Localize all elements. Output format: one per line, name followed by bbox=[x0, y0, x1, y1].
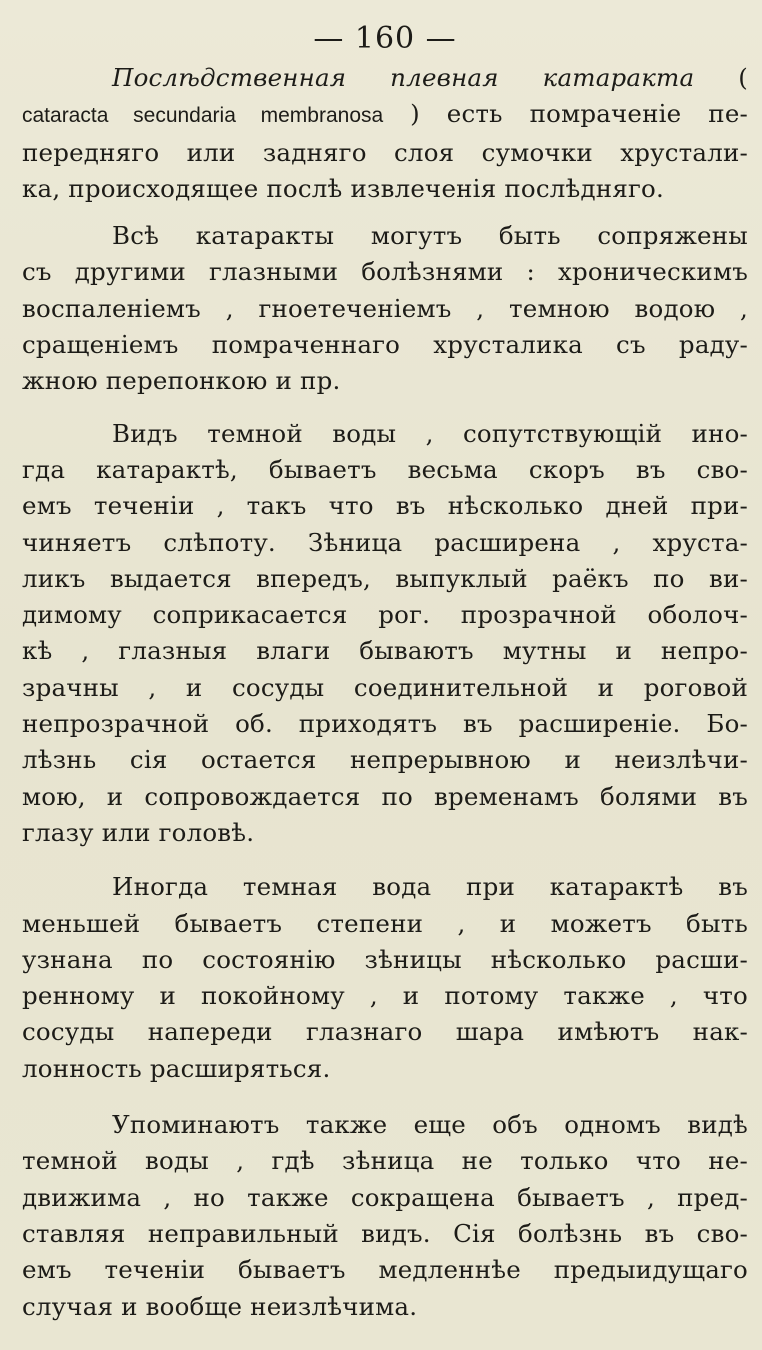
paragraph-line: емъ теченіи бываетъ медленнѣе предыидущаго bbox=[22, 1255, 748, 1285]
paragraph-line: гда катарактѣ, бываетъ весьма скоръ въ сво- bbox=[22, 454, 748, 484]
paragraph-line: ка, происходящее послѣ извлеченія послѣдняго. bbox=[22, 173, 664, 203]
paragraph-line: кѣ , глазныя влаги бываютъ мутны и непро- bbox=[22, 636, 748, 666]
paragraph-line: сращеніемъ помраченнаго хрусталика съ раду- bbox=[22, 330, 748, 360]
paragraph-line: жною перепонкою и пр. bbox=[22, 366, 341, 396]
paragraph-line: лонность расширяться. bbox=[22, 1053, 331, 1083]
paragraph-line: мою, и сопровождается по временамъ болями въ bbox=[22, 781, 748, 811]
paragraph-line: чиняетъ слѣпоту. Зѣница расширена , хруста- bbox=[22, 527, 748, 557]
paragraph-line: Всѣ катаракты могутъ быть сопряжены bbox=[112, 221, 748, 251]
paragraph-line bbox=[22, 96, 748, 134]
paragraph-line: случая и вообще неизлѣчима. bbox=[22, 1291, 418, 1321]
paragraph-line: воспаленіемъ , гноетеченіемъ , темною водою , bbox=[22, 293, 748, 323]
paragraph-line: Упоминаютъ также еще объ одномъ видѣ bbox=[112, 1110, 748, 1140]
paragraph-line: зрачны , и сосуды соединительной и роговой bbox=[22, 672, 748, 702]
term-italic: Послѣдственная плевная катаракта bbox=[112, 63, 695, 92]
line-text: ) есть помраченіе пе- bbox=[383, 99, 748, 129]
page-number: — 160 — bbox=[313, 21, 457, 56]
paragraph-line: димому соприкасается рог. прозрачной оболоч- bbox=[22, 600, 748, 630]
paragraph-line: передняго или задняго слоя сумочки хрустали- bbox=[22, 137, 748, 167]
paragraph-line: непрозрачной об. приходятъ въ расширеніе. Бо- bbox=[22, 709, 748, 739]
paragraph-line: емъ теченіи , такъ что въ нѣсколько дней при- bbox=[22, 491, 748, 521]
paragraph-line: сосуды напереди глазнаго шара имѣютъ нак- bbox=[22, 1017, 748, 1047]
paragraph-line: движима , но также сокращена бываетъ , пред- bbox=[22, 1182, 748, 1212]
paragraph-5 bbox=[22, 1107, 748, 1325]
line-text: ( bbox=[694, 63, 748, 92]
paragraph-line: темной воды , гдѣ зѣница не только что не- bbox=[22, 1146, 748, 1176]
paragraph-line: глазу или головѣ. bbox=[22, 817, 255, 847]
latin-term: cataracta secundaria membranosa bbox=[22, 104, 384, 128]
paragraph-line: узнана по состоянію зѣницы нѣсколько расши- bbox=[22, 944, 748, 974]
paragraph-line: съ другими глазными болѣзнями : хроническимъ bbox=[22, 257, 748, 287]
paragraph-line: Иногда темная вода при катарактѣ въ bbox=[112, 872, 748, 902]
paragraph-line bbox=[22, 60, 748, 96]
paragraph-2 bbox=[22, 218, 748, 399]
paragraph-line: ренному и покойному , и потому также , что bbox=[22, 981, 748, 1011]
paragraph-line: лѣзнь сія остается непрерывною и неизлѣчи- bbox=[22, 745, 748, 775]
paragraph-1 bbox=[22, 60, 748, 207]
paragraph-4 bbox=[22, 869, 748, 1087]
paragraph-line: Видъ темной воды , сопутствующій ино- bbox=[112, 418, 748, 448]
paragraph-line: ликъ выдается впередъ, выпуклый раёкъ по ви- bbox=[22, 563, 748, 593]
paragraph-3 bbox=[22, 416, 748, 852]
paragraph-line: ставляя неправильный видъ. Сія болѣзнь въ сво- bbox=[22, 1218, 748, 1248]
paragraph-line: меньшей бываетъ степени , и можетъ быть bbox=[22, 908, 748, 938]
